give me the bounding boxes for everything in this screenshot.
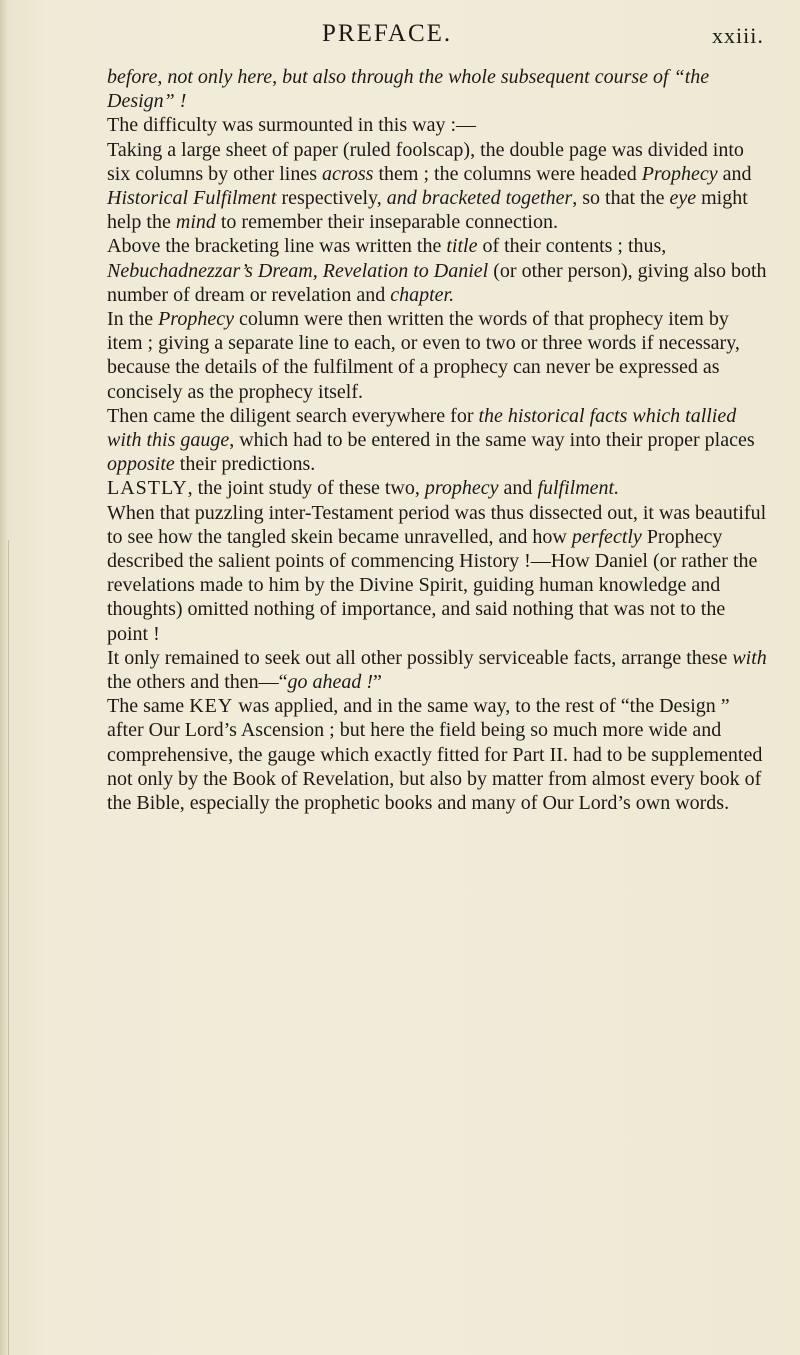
paragraph: Above the bracketing line was written the title of their contents ; thus, Nebuchadnezzar’s Dream, Revelation to Daniel (or other person), giving also both number of dream or revelation and chapter.	[107, 235, 767, 306]
paragraph: The difficulty was surmounted in this way :—	[107, 114, 477, 137]
running-header	[0, 20, 800, 60]
paragraph: LASTLY, the joint study of these two, prophecy and fulfilment.	[107, 477, 620, 500]
paragraph: Taking a large sheet of paper (ruled foolscap), the double page was divided into six columns by other lines across them ; the columns were headed Prophecy and Historical Fulfilment respectively, and bracketed together, so that the eye might help the mind to remember their inseparable connection.	[107, 138, 752, 234]
body-text	[107, 65, 767, 815]
running-title: PREFACE.	[322, 20, 453, 47]
paragraph: It only remained to seek out all other possibly serviceable facts, arrange these with the others and then—“go ahead !”	[107, 646, 767, 694]
paragraph: When that puzzling inter-Testament period was thus dissected out, it was beautiful to see how the tangled skein became unravelled, and how perfectly Prophecy described the salient points of commencing History !—How Daniel (or rather the revelations made to him by the Divine Spirit, guiding human knowledge and thoughts) omitted nothing of importance, and said nothing that was not to the point !	[107, 501, 767, 645]
paragraph: In the Prophecy column were then written the words of that prophecy item by item ; giving a separate line to each, or even to two or three words if necessary, because the details of the fulfilment of a prophecy can never be expressed as concisely as the prophecy itself.	[107, 308, 740, 403]
page-number: xxiii.	[712, 23, 764, 48]
paragraph: The same KEY was applied, and in the same way, to the rest of “the Design ” after Our Lord’s Ascension ; but here the field being so much more wide and comprehensive, the gauge which exactly fitted for Part II. had to be supplemented not only by the Book of Revelation, but also by matter from almost every book of the Bible, especially the prophetic books and many of Our Lord’s own words.	[107, 695, 763, 815]
gutter-shadow	[0, 0, 8, 1355]
paragraph: Then came the diligent search everywhere for the historical facts which tallied with this gauge, which had to be entered in the same way into their proper places opposite their predictions.	[107, 404, 755, 476]
page-edge-line	[8, 540, 9, 1355]
paragraph: before, not only here, but also through the whole subsequent course of “the Design” !	[107, 66, 710, 113]
